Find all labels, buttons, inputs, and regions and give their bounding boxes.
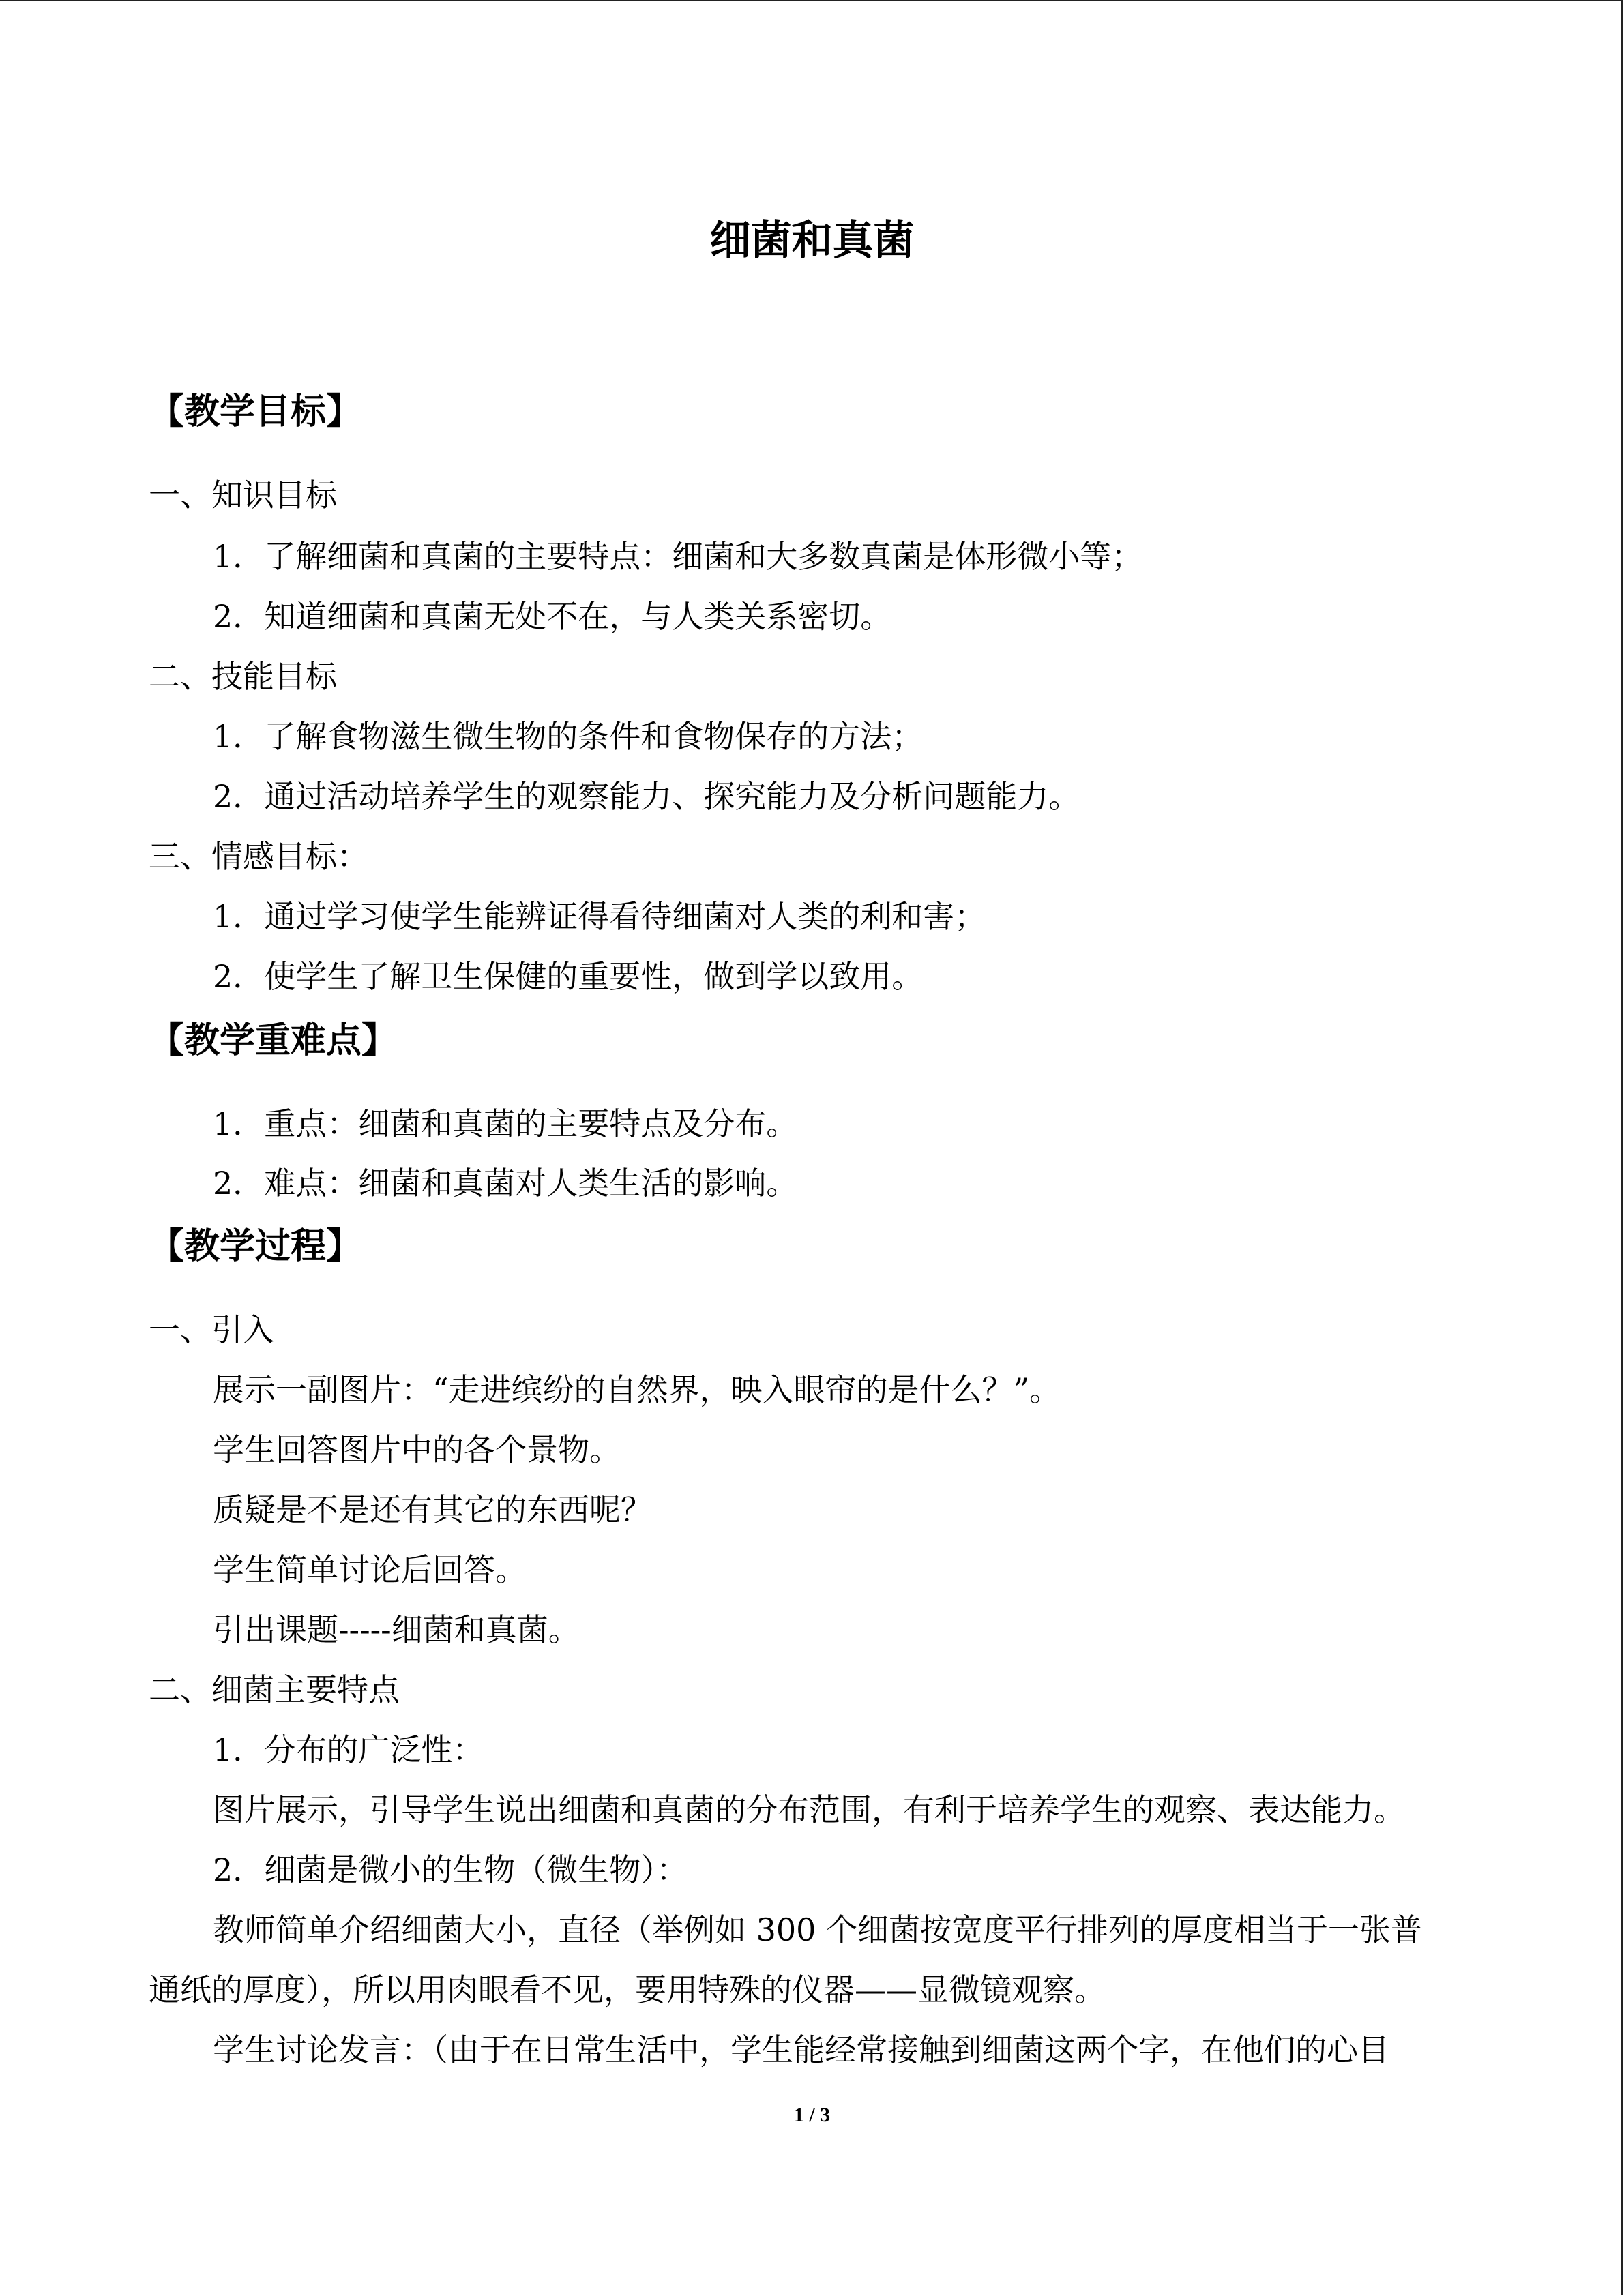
list-item: 1．通过学习使学生能辨证得看待细菌对人类的利和害； — [213, 898, 986, 935]
list-item: 2．难点：细菌和真菌对人类生活的影响。 — [213, 1165, 798, 1202]
list-item: 2．通过活动培养学生的观察能力、探究能力及分析问题能力。 — [213, 778, 1080, 815]
list-item: 2．细菌是微小的生物（微生物）： — [213, 1851, 688, 1888]
subsection-label-emotion: 三、情感目标： — [149, 838, 368, 875]
section-heading-process: 【教学过程】 — [149, 1226, 362, 1267]
list-item: 通纸的厚度），所以用肉眼看不见，要用特殊的仪器——显微镜观察。 — [149, 1971, 1106, 2008]
subsection-label-skills: 二、技能目标 — [149, 658, 337, 695]
section-heading-objectives: 【教学目标】 — [149, 391, 362, 432]
subsection-label-features: 二、细菌主要特点 — [149, 1671, 400, 1708]
list-item: 学生讨论发言：（由于在日常生活中，学生能经常接触到细菌这两个字，在他们的心目 — [213, 2031, 1389, 2068]
list-item: 1．了解食物滋生微生物的条件和食物保存的方法； — [213, 718, 924, 755]
list-item: 教师简单介绍细菌大小，直径（举例如 300 个细菌按宽度平行排列的厚度相当于一张普 — [213, 1911, 1423, 1948]
list-item: 质疑是不是还有其它的东西呢？ — [213, 1491, 652, 1528]
section-heading-keypoints: 【教学重难点】 — [149, 1020, 398, 1061]
page-number: 1 / 3 — [793, 2104, 831, 2126]
list-item: 1．了解细菌和真菌的主要特点：细菌和大多数真菌是体形微小等； — [213, 538, 1143, 575]
list-item: 2．使学生了解卫生保健的重要性，做到学以致用。 — [213, 958, 924, 995]
subsection-label-knowledge: 一、知识目标 — [149, 477, 337, 513]
list-item: 图片展示，引导学生说出细菌和真菌的分布范围，有利于培养学生的观察、表达能力。 — [213, 1791, 1405, 1828]
list-item: 学生回答图片中的各个景物。 — [213, 1431, 621, 1468]
subsection-label-intro: 一、引入 — [149, 1311, 274, 1348]
list-item: 1．分布的广泛性： — [213, 1731, 484, 1768]
list-item: 引出课题-----细菌和真菌。 — [213, 1611, 580, 1648]
list-item: 1．重点：细菌和真菌的主要特点及分布。 — [213, 1105, 798, 1142]
list-item: 学生简单讨论后回答。 — [213, 1551, 527, 1588]
list-item: 2．知道细菌和真菌无处不在，与人类关系密切。 — [213, 598, 892, 635]
list-item: 展示一副图片：“走进缤纷的自然界，映入眼帘的是什么？”。 — [213, 1371, 1061, 1408]
document-title: 细菌和真菌 — [709, 217, 915, 265]
